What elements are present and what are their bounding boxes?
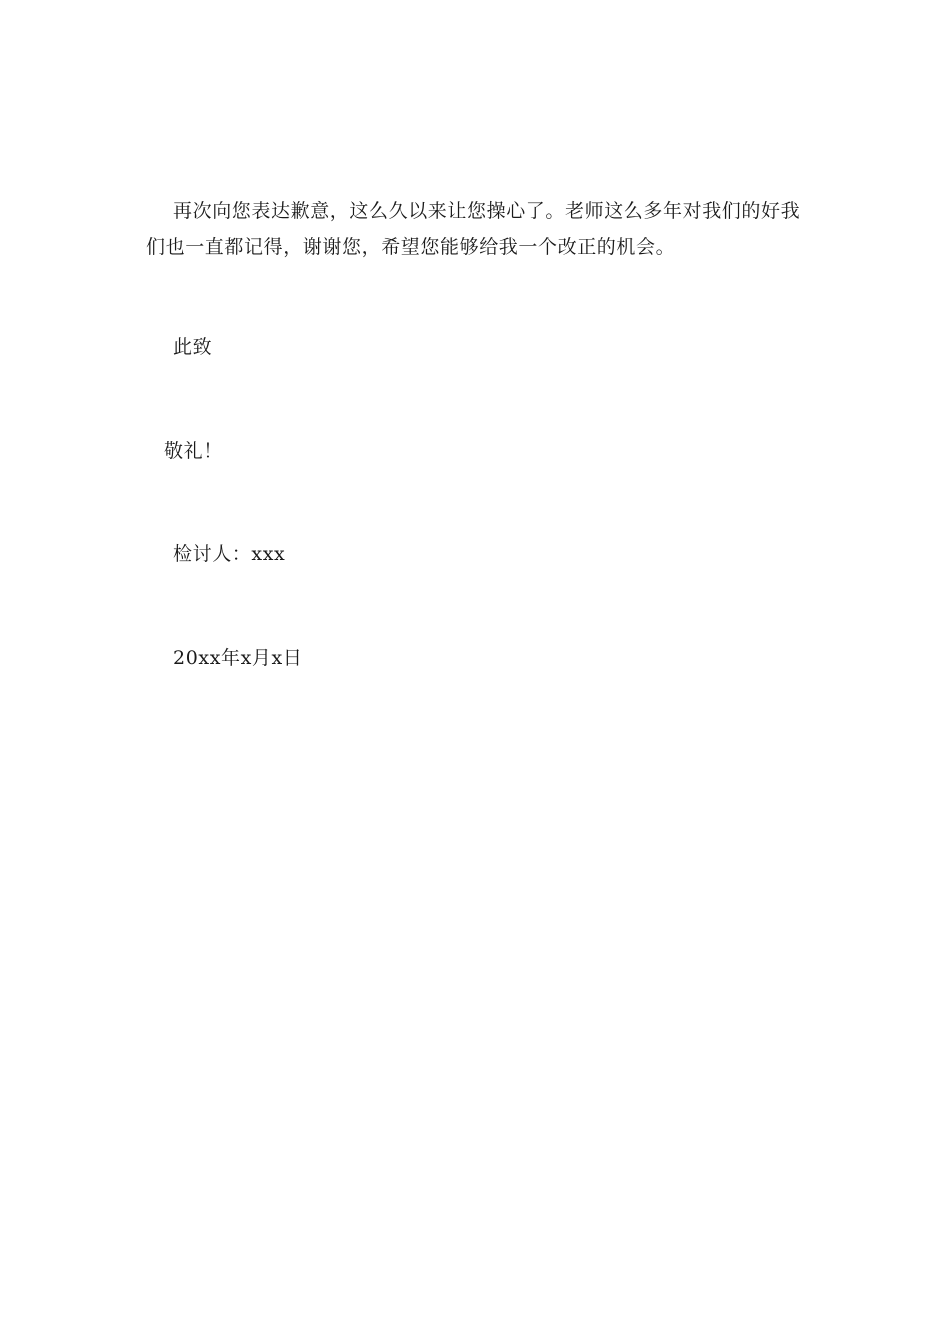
date-line: 20xx年x月x日 [173,647,303,669]
closing-phrase: 此致 [173,336,213,358]
body-paragraph: 再次向您表达歉意，这么久以来让您操心了。老师这么多年对我们的好我们也一直都记得，谢谢您，希望您能够给我一个改正的机会。 [146,200,801,258]
salutation: 敬礼！ [164,440,223,462]
author-signature: 检讨人：xxx [173,543,286,565]
